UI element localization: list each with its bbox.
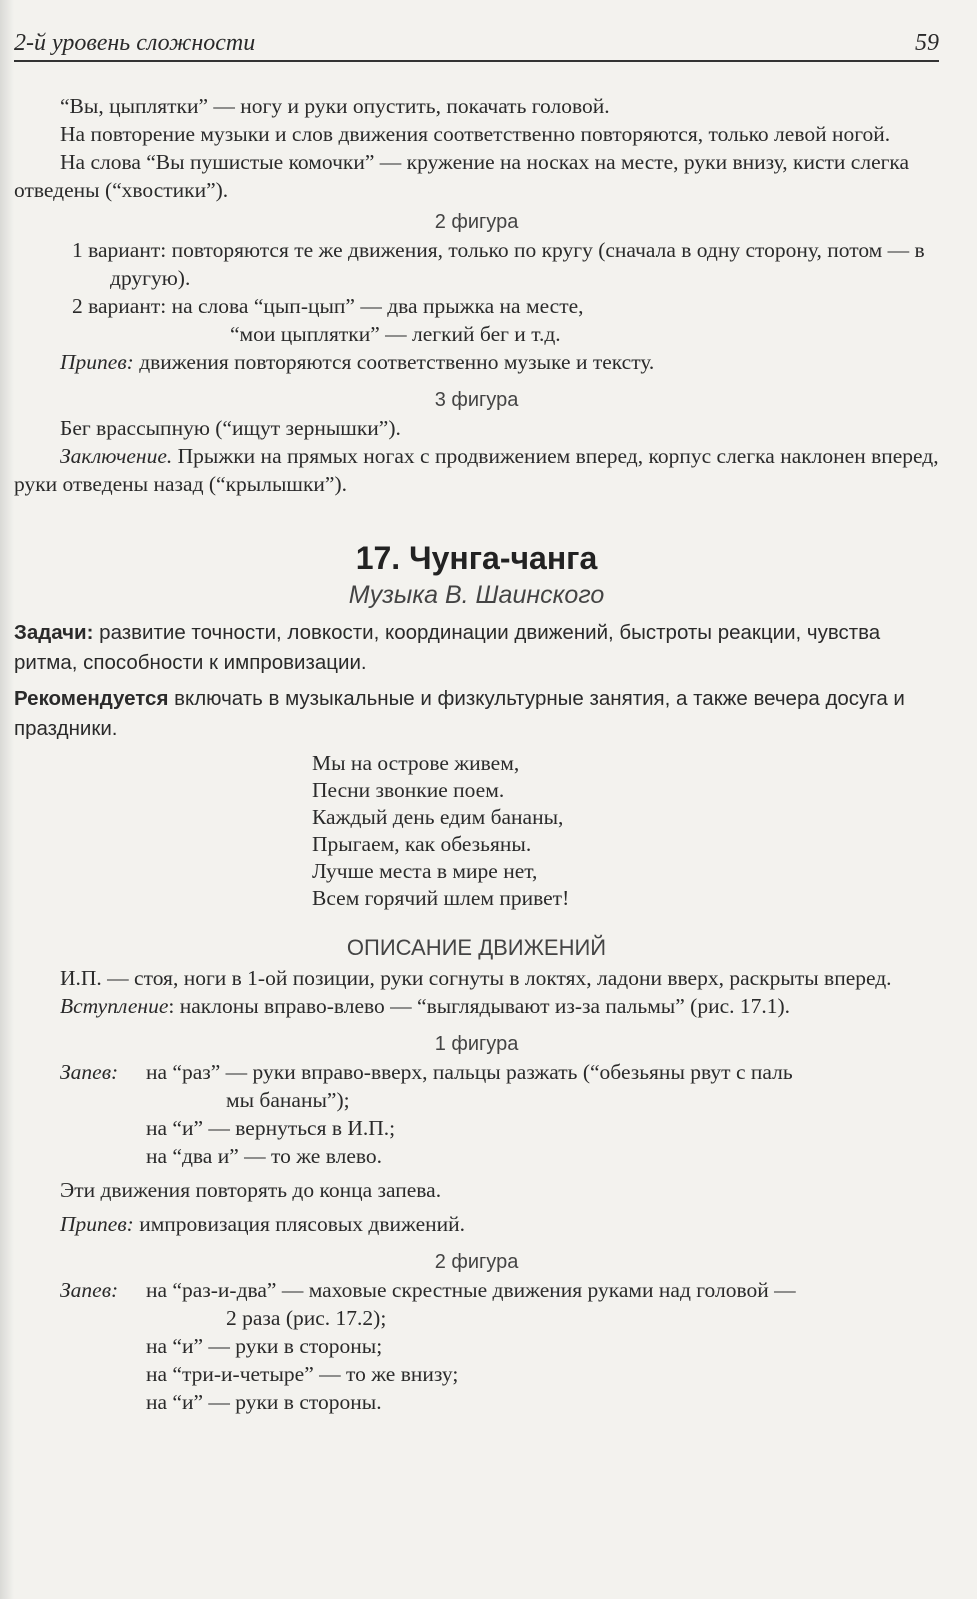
chorus-text: движения повторяются соответственно музыке и тексту. — [133, 350, 655, 374]
figure-heading: 3 фигура — [434, 389, 519, 411]
verse-line: 2 раза (рис. 17.2); — [226, 1306, 387, 1330]
running-header — [14, 24, 939, 62]
verse-line: на “и” — вернуться в И.П.; — [146, 1116, 396, 1140]
tasks-label: Задачи: — [14, 621, 94, 644]
section-title: 17. Чунга-чанга — [355, 540, 598, 576]
verse-line: на “раз” — руки вправо-вверх, пальцы разжать (“обезьяны рвут с паль — [146, 1060, 793, 1084]
poem-line: Мы на острове живем, — [312, 751, 520, 775]
conclusion-text: Прыжки на прямых ногах с продвижением вперед, корпус слегка наклонен вперед, руки отведены назад (“крылышки”). — [14, 444, 939, 496]
figure-heading: 1 фигура — [434, 1033, 519, 1055]
poem-line: Каждый день едим бананы, — [312, 805, 564, 829]
tasks-text: развитие точности, ловкости, координации движений, быстроты реакции, чувства ритма, способности к импровизации. — [14, 621, 881, 674]
page-edge-shadow — [0, 0, 14, 1599]
poem — [14, 750, 939, 912]
verse-line: на “три-и-четыре” — то же внизу; — [146, 1362, 459, 1386]
variant-1: 1 вариант: повторяются те же движения, только по кругу (сначала в одну сторону, потом — в другую). — [72, 238, 925, 290]
verse-block — [14, 1276, 939, 1304]
figure-heading: 2 фигура — [434, 211, 519, 233]
poem-line: Песни звонкие поем. — [312, 778, 505, 802]
figure-heading: 2 фигура — [434, 1251, 519, 1273]
poem-line: Прыгаем, как обезьяны. — [312, 832, 532, 856]
paragraph: Бег врассыпную (“ищут зернышки”). — [60, 416, 401, 440]
poem-line: Всем горячий шлем привет! — [312, 886, 570, 910]
section-subtitle: Музыка В. Шаинского — [348, 581, 605, 609]
start-position: И.П. — стоя, ноги в 1-ой позиции, руки согнуты в локтях, ладони вверх, раскрыты вперед. — [60, 966, 892, 990]
intro-paragraph — [14, 992, 939, 1020]
poem-line: Лучше места в мире нет, — [312, 859, 538, 883]
chorus-paragraph — [14, 348, 939, 376]
intro-label: Вступление — [60, 994, 169, 1018]
chorus-text: импровизация плясовых движений. — [133, 1212, 466, 1236]
conclusion-label: Заключение. — [60, 444, 173, 468]
conclusion-paragraph — [14, 442, 939, 498]
variant-2-line: “мои цыплятки” — легкий бег и т.д. — [230, 322, 561, 346]
chorus-paragraph — [14, 1210, 939, 1238]
verse-label: Запев: — [60, 1278, 119, 1302]
verse-line: на “и” — руки в стороны; — [146, 1334, 383, 1358]
recommend-label: Рекомендуется — [14, 687, 169, 710]
chorus-label: Припев: — [60, 350, 134, 374]
verse-line: на “два и” — то же влево. — [146, 1144, 382, 1168]
verse-label: Запев: — [60, 1060, 119, 1084]
paragraph: На повторение музыки и слов движения соответственно повторяются, только левой ногой. — [60, 122, 891, 146]
paragraph: Эти движения повторять до конца запева. — [60, 1178, 442, 1202]
paragraph: На слова “Вы пушистые комочки” — кружение на носках на месте, руки внизу, кисти слегка отведены (“хвостики”). — [14, 150, 910, 202]
tasks-paragraph — [14, 618, 939, 678]
variant-2-line: 2 вариант: на слова “цып-цып” — два прыжка на месте, — [72, 294, 584, 318]
chorus-label: Припев: — [60, 1212, 134, 1236]
page-content — [14, 92, 939, 1416]
verse-block — [14, 1058, 939, 1086]
verse-line: на “раз-и-два” — маховые скрестные движения руками над головой — — [146, 1278, 796, 1302]
paragraph: “Вы, цыплятки” — ногу и руки опустить, покачать головой. — [60, 94, 610, 118]
description-heading: ОПИСАНИЕ ДВИЖЕНИЙ — [346, 935, 607, 960]
header-level-title: 2-й уровень сложности — [14, 30, 256, 56]
verse-line: мы бананы”); — [226, 1088, 350, 1112]
intro-text: : наклоны вправо-влево — “выглядывают из-за пальмы” (рис. 17.1). — [168, 994, 791, 1018]
verse-line: на “и” — руки в стороны. — [146, 1390, 382, 1414]
page-number: 59 — [915, 30, 939, 56]
recommend-paragraph — [14, 684, 939, 744]
recommend-text: включать в музыкальные и физкультурные занятия, а также вечера досуга и праздники. — [14, 687, 905, 740]
